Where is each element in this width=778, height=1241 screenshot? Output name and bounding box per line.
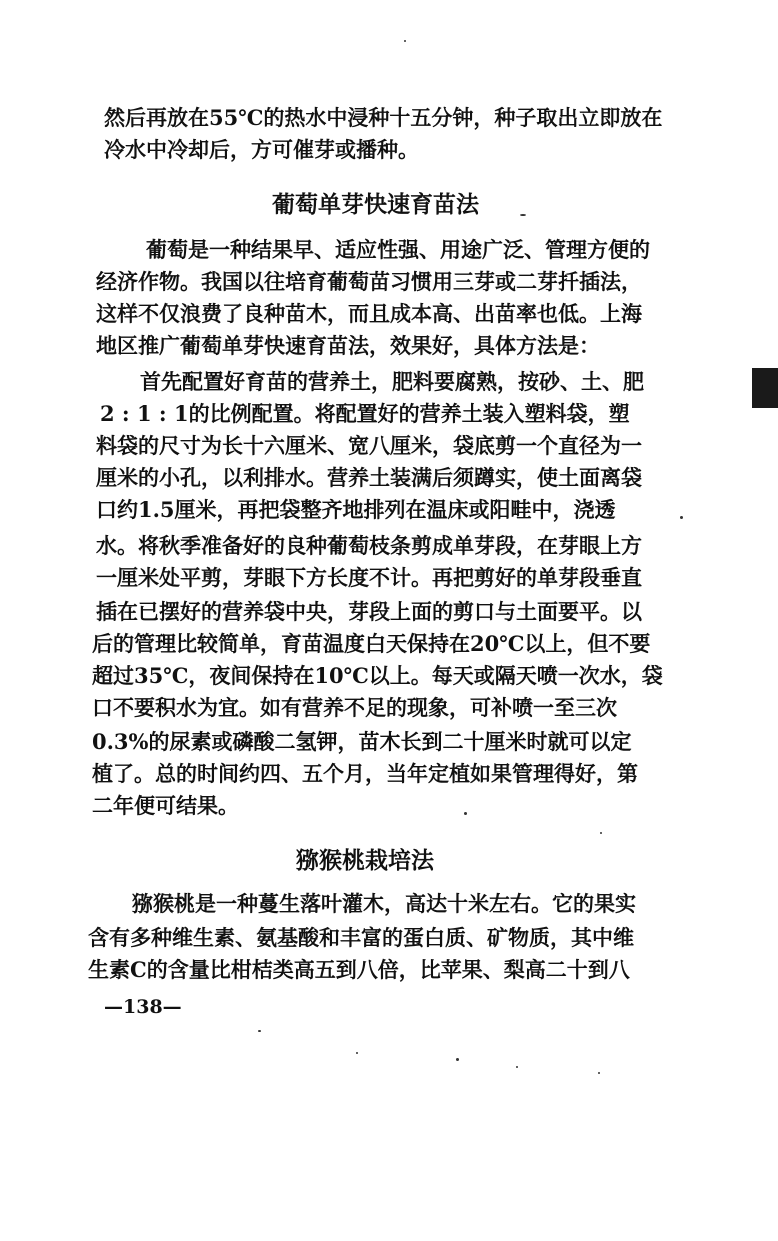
paragraph-line: 0.3%的尿素或磷酸二氢钾，苗木长到二十厘米时就可以定 [92, 729, 632, 754]
paragraph-line: 2 : 1 : 1的比例配置。将配置好的营养土装入塑料袋，塑 [100, 401, 630, 426]
scan-speck [520, 214, 526, 216]
paragraph-line: 口约1.5厘米，再把袋整齐地排列在温床或阳畦中，浇透 [96, 497, 616, 522]
scan-speck [464, 812, 467, 815]
paragraph-line: 葡萄是一种结果早、适应性强、用途广泛、管理方便的 [146, 237, 650, 262]
edge-tab-mark [752, 368, 778, 408]
scan-speck [456, 1058, 459, 1061]
scan-speck [516, 1066, 518, 1068]
paragraph-line: 地区推广葡萄单芽快速育苗法，效果好，具体方法是： [96, 333, 600, 358]
scan-speck [404, 40, 406, 42]
paragraph-line: 超过35℃，夜间保持在10℃以上。每天或隔天喷一次水，袋 [92, 663, 663, 688]
paragraph-line: 猕猴桃是一种蔓生落叶灌木，高达十米左右。它的果实 [132, 891, 636, 916]
paragraph-line: 料袋的尺寸为长十六厘米、宽八厘米，袋底剪一个直径为一 [96, 433, 642, 458]
scan-speck [258, 1030, 261, 1032]
scan-speck [600, 832, 602, 834]
paragraph-line: 生素C的含量比柑桔类高五到八倍，比苹果、梨高二十到八 [88, 957, 630, 982]
scan-speck [680, 516, 683, 519]
intro-line: 冷水中冷却后，方可催芽或播种。 [104, 137, 419, 162]
paragraph-line: 二年便可结果。 [92, 793, 239, 818]
section-heading-grape: 葡萄单芽快速育苗法 [272, 191, 479, 218]
paragraph-line: 口不要积水为宜。如有营养不足的现象，可补喷一至三次 [92, 695, 617, 720]
section-heading-kiwi: 猕猴桃栽培法 [296, 847, 434, 874]
paragraph-line: 这样不仅浪费了良种苗木，而且成本高、出苗率也低。上海 [96, 301, 642, 326]
intro-line: 然后再放在55℃的热水中浸种十五分钟，种子取出立即放在 [104, 105, 663, 130]
paragraph-line: 经济作物。我国以往培育葡萄苗习惯用三芽或二芽扦插法， [96, 269, 642, 294]
paragraph-line: 含有多种维生素、氨基酸和丰富的蛋白质、矿物质，其中维 [88, 925, 634, 950]
paragraph-line: 厘米的小孔，以利排水。营养土装满后须蹲实，使土面离袋 [96, 465, 642, 490]
page-number: —138— [104, 996, 182, 1018]
paragraph-line: 植了。总的时间约四、五个月，当年定植如果管理得好，第 [92, 761, 638, 786]
scan-speck [598, 1072, 600, 1074]
scan-speck [356, 1052, 358, 1054]
paragraph-line: 后的管理比较简单，育苗温度白天保持在20℃以上，但不要 [92, 631, 651, 656]
paragraph-line: 水。将秋季准备好的良种葡萄枝条剪成单芽段，在芽眼上方 [96, 533, 642, 558]
paragraph-line: 插在已摆好的营养袋中央，芽段上面的剪口与土面要平。以 [96, 599, 642, 624]
paragraph-line: 首先配置好育苗的营养土，肥料要腐熟，按砂、土、肥 [140, 369, 644, 394]
paragraph-line: 一厘米处平剪，芽眼下方长度不计。再把剪好的单芽段垂直 [96, 565, 642, 590]
